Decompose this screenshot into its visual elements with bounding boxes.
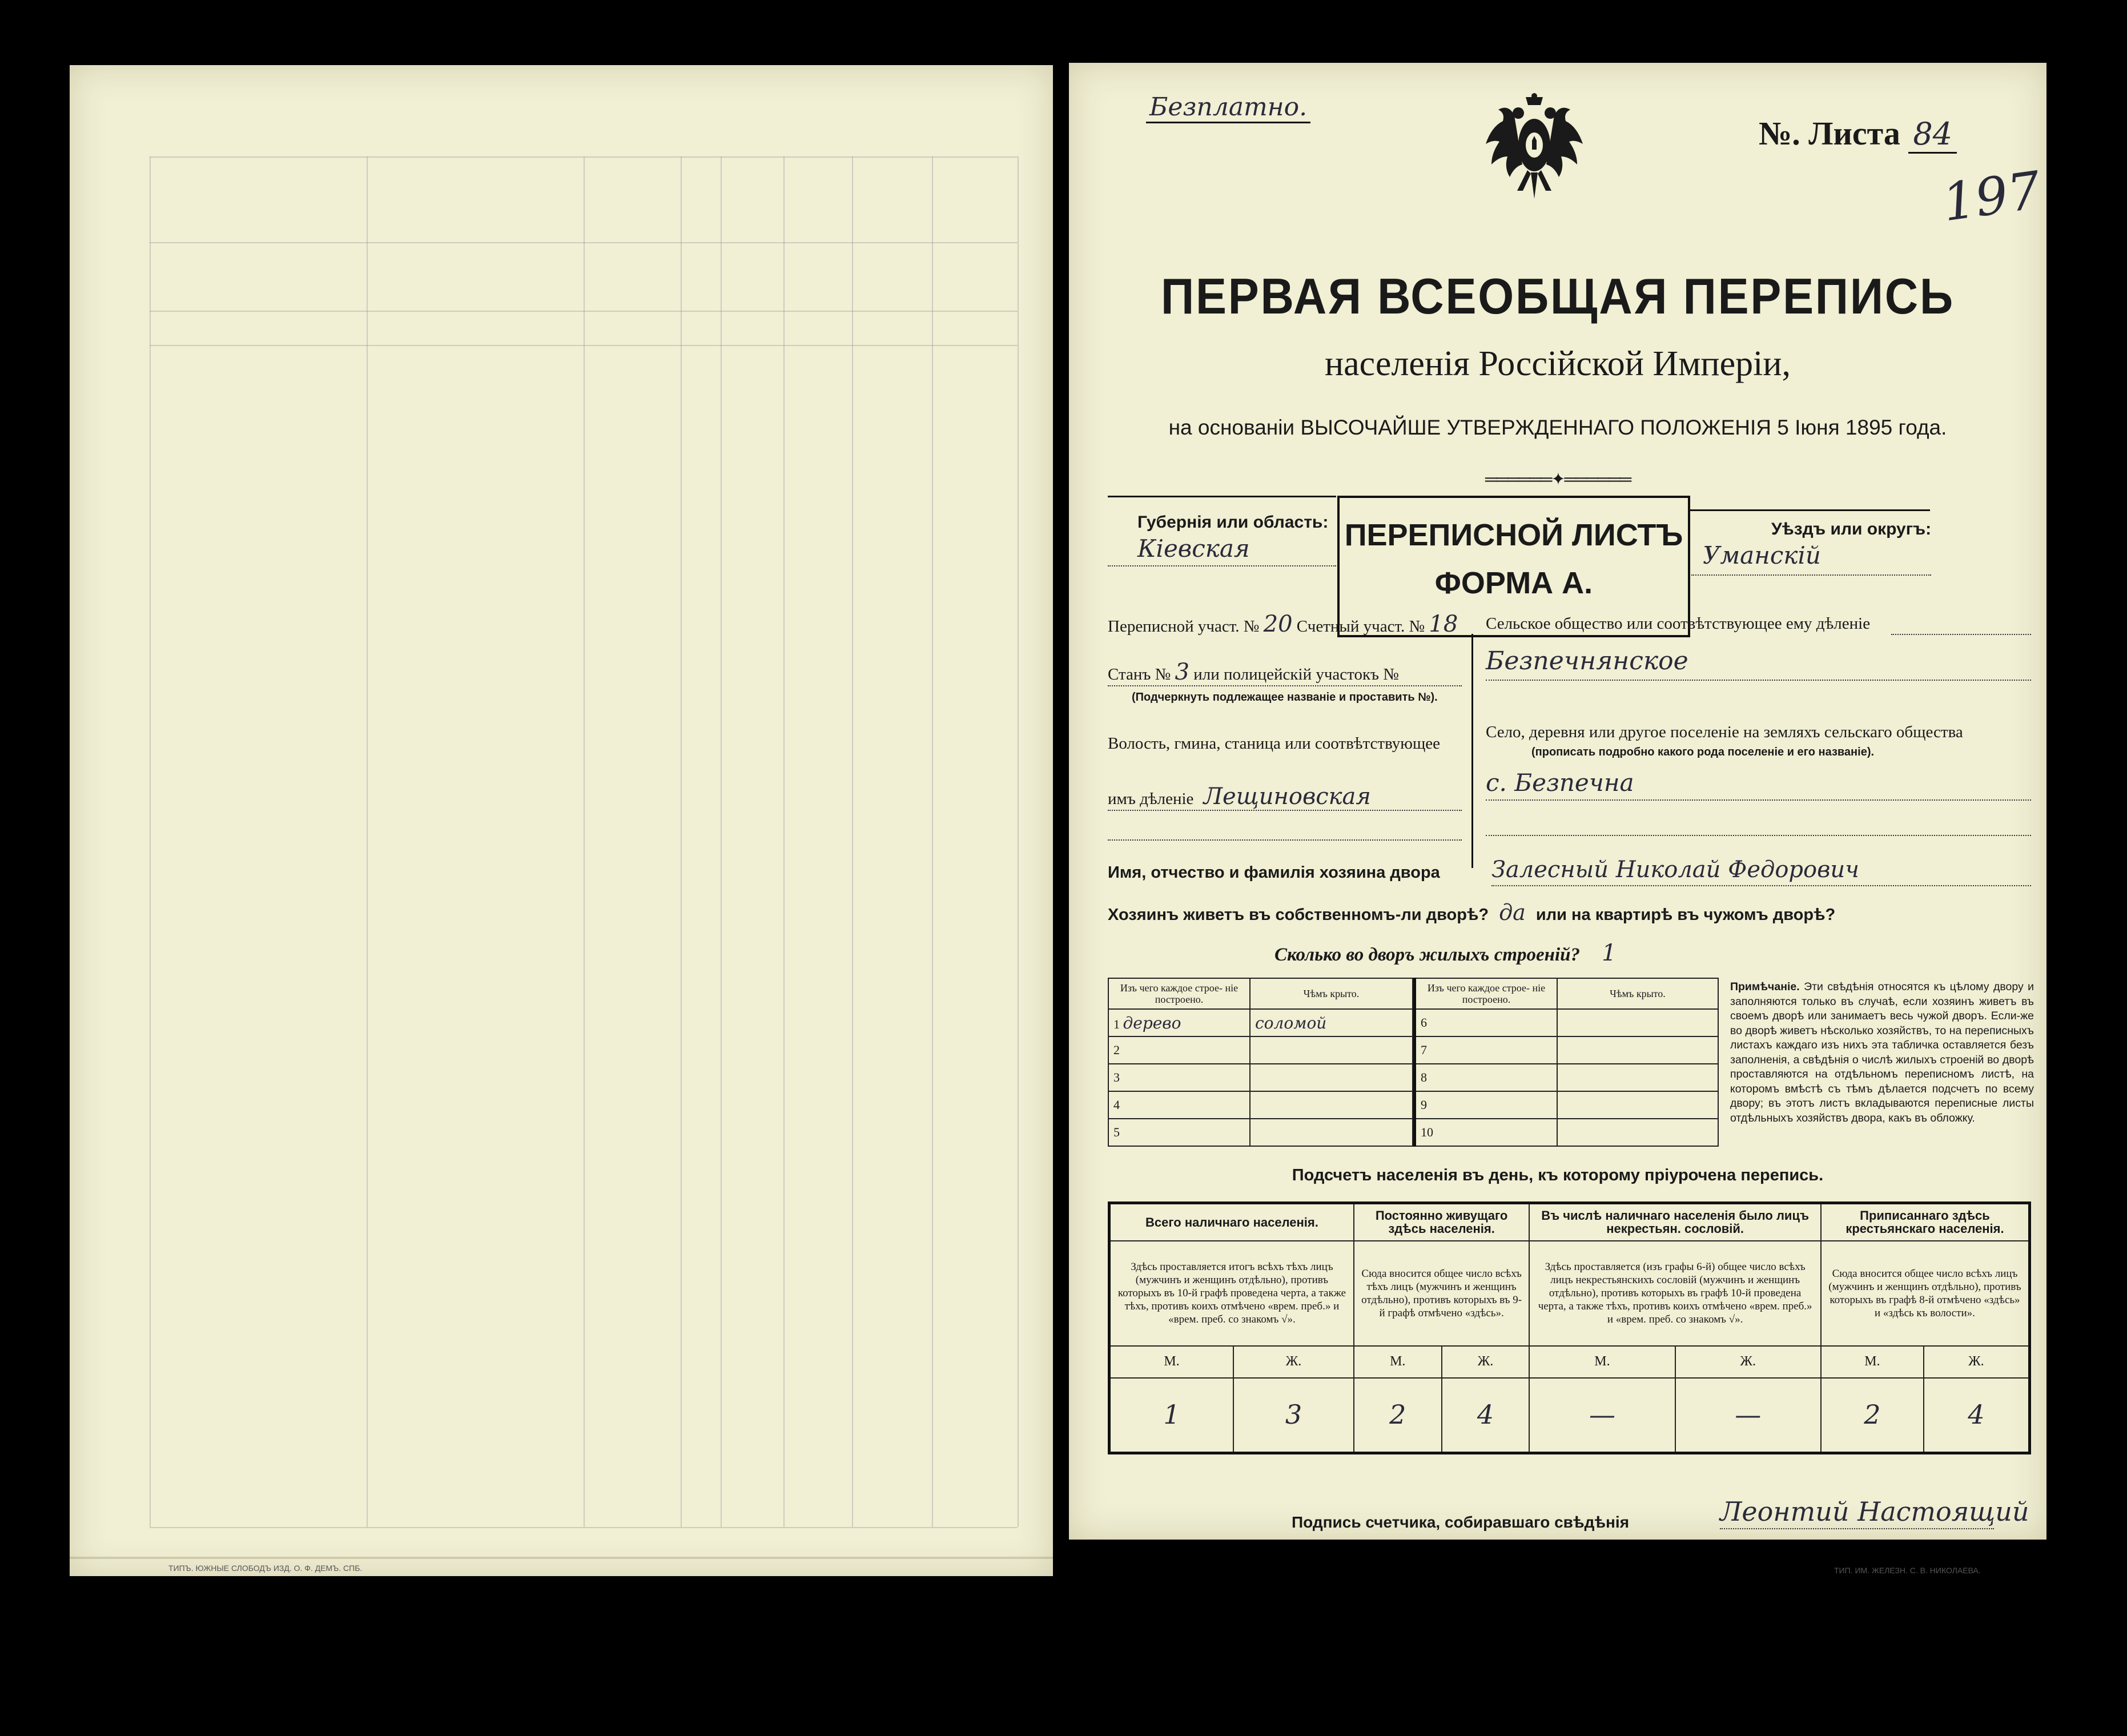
owner-value: Залесный Николай Федорович	[1491, 857, 1860, 883]
table-row: 1 дерево	[1108, 1009, 1250, 1036]
summary-col-nonpeasant-desc: Здѣсь проставляется (изъ графы 6-й) общее число всѣхъ лицъ некрестьянскихъ сословій (мужчинъ и женщинъ отдѣльно), противъ которыхъ въ графѣ 10-й проведена черта, а также тѣхъ, противъ коихъ отмѣчено «врем. преб.» и «врем. преб. со знакомъ √».	[1529, 1241, 1821, 1346]
village-label: Село, деревня или другое поселеніе на земляхъ сельскаго общества	[1486, 723, 1963, 741]
summary-col-nonpeasant-header: Въ числѣ наличнаго населенія было лицъ некрестьян. сословій.	[1529, 1203, 1821, 1241]
col-material-header: Изъ чего каждое строе- ніе построено.	[1108, 978, 1250, 1009]
archive-number: 197	[1939, 160, 2045, 234]
enumerator-signature: Леонтий Настоящий	[1720, 1496, 2029, 1527]
table-row: 6	[1415, 1009, 1558, 1036]
gubernia-value: Кіевская	[1137, 535, 1250, 562]
own-yard-value: да	[1499, 900, 1526, 925]
registered-male-count: 2	[1821, 1378, 1924, 1453]
faded-table-grid	[150, 156, 1018, 1527]
village-society-value: Безпечнянское	[1486, 646, 1688, 676]
summary-col-permanent-desc: Сюда вносится общее число всѣхъ тѣхъ лицъ (мужчинъ и женщинъ отдѣльно), противъ которыхъ въ 9-й графѣ отмѣчено «здѣсь».	[1354, 1241, 1529, 1346]
table-row: 8	[1415, 1064, 1558, 1091]
nonpeasant-female-count: —	[1675, 1378, 1821, 1453]
sheet-number-label: №. Листа	[1759, 115, 1900, 152]
underline-note: (Подчеркнуть подлежащее названіе и проставить №).	[1132, 691, 1438, 704]
summary-col-permanent-header: Постоянно живущаго здѣсь населенія.	[1354, 1203, 1529, 1241]
total-male-count: 1	[1109, 1378, 1234, 1453]
ornament-divider: ══════✦══════	[1485, 470, 1631, 489]
census-district-label: Переписной участ. №	[1108, 617, 1260, 636]
document-title: ПЕРВАЯ ВСЕОБЩАЯ ПЕРЕПИСЬ	[1161, 268, 1955, 324]
buildings-table-2	[1413, 978, 1719, 1147]
summary-col-registered-header: Приписаннаго здѣсь крестьянскаго населенія.	[1821, 1203, 2030, 1241]
free-label: Безплатно.	[1146, 93, 1310, 123]
own-yard-label: Хозяинъ живетъ въ собственномъ-ли дворѣ?	[1108, 906, 1489, 924]
note-text	[1730, 980, 2034, 1126]
signature-label: Подпись счетчика, собиравшаго свѣдѣнія	[1292, 1513, 1630, 1531]
stan-value: 3	[1175, 659, 1189, 685]
male-label: М.	[1821, 1346, 1924, 1378]
page-shadow	[70, 1557, 1053, 1559]
table-row: 10	[1415, 1119, 1558, 1146]
volost-label: Волость, гмина, станица или соотвѣтствующее	[1108, 734, 1441, 753]
uezd-label: Уѣздъ или округъ:	[1771, 520, 1932, 539]
female-label: Ж.	[1442, 1346, 1530, 1378]
buildings-table-1	[1108, 978, 1413, 1147]
summary-col-registered-desc: Сюда вносится общее число всѣхъ лицъ (мужчинъ и женщинъ отдѣльно), противъ которыхъ въ графѣ 8-й отмѣчено «здѣсь» и «здѣсь къ волости».	[1821, 1241, 2030, 1346]
village-society-label: Сельское общество или соотвѣтствующее ему дѣленіе	[1486, 614, 1871, 633]
col-material-header: Изъ чего каждое строе- ніе построено.	[1415, 978, 1558, 1009]
permanent-male-count: 2	[1354, 1378, 1442, 1453]
male-label: М.	[1354, 1346, 1442, 1378]
village-note: (прописать подробно какого рода поселеніе и его названіе).	[1531, 746, 1875, 758]
note-title: Примѣчаніе.	[1730, 980, 1800, 993]
uezd-value: Уманскій	[1703, 541, 1821, 569]
table-row: 2	[1108, 1036, 1250, 1064]
printer-imprint-right: ТИП. ИМ. ЖЕЛЕЗН. С. В. НИКОЛАЕВА.	[1834, 1566, 1981, 1575]
legal-basis: на основаніи ВЫСОЧАЙШЕ УТВЕРЖДЕННАГО ПОЛОЖЕНІЯ 5 Іюня 1895 года.	[1168, 416, 1947, 439]
table-cell: соломой	[1250, 1009, 1413, 1036]
document-subtitle: населенія Россійской Имперіи,	[1324, 344, 1791, 383]
buildings-count-label: Сколько во дворъ жилыхъ строеній?	[1274, 945, 1580, 965]
sheet-number-value: 84	[1908, 116, 1957, 154]
owner-label: Имя, отчество и фамилія хозяина двора	[1108, 863, 1440, 882]
female-label: Ж.	[1675, 1346, 1821, 1378]
male-label: М.	[1109, 1346, 1234, 1378]
form-subtitle: ФОРМА А.	[1434, 566, 1593, 600]
male-label: М.	[1529, 1346, 1675, 1378]
table-row: 5	[1108, 1119, 1250, 1146]
printer-imprint-left: ТИПЪ. ЮЖНЫЕ СЛОБОДЪ ИЗД. О. Ф. ДЕМЪ. СПБ.	[168, 1564, 363, 1573]
table-row: 4	[1108, 1091, 1250, 1119]
table-row: 3	[1108, 1064, 1250, 1091]
volost-label-cont: имъ дѣленіе	[1108, 790, 1194, 808]
total-female-count: 3	[1233, 1378, 1354, 1453]
permanent-female-count: 4	[1442, 1378, 1530, 1453]
female-label: Ж.	[1233, 1346, 1354, 1378]
nonpeasant-male-count: —	[1529, 1378, 1675, 1453]
census-district-value: 20	[1263, 611, 1293, 637]
female-label: Ж.	[1924, 1346, 2030, 1378]
census-form-page	[1069, 63, 2046, 1575]
summary-col-total-desc: Здѣсь проставляется итогъ всѣхъ тѣхъ лицъ (мужчинъ и женщинъ отдѣльно), противъ которыхъ въ 10-й графѣ проведена черта, а также тѣхъ, противъ коихъ отмѣчено «врем. преб.» и «врем. преб. со знакомъ √».	[1109, 1241, 1354, 1346]
table-row: 9	[1415, 1091, 1558, 1119]
gubernia-label: Губернія или область:	[1137, 513, 1329, 532]
double-headed-eagle-icon	[1483, 93, 1586, 201]
col-roof-header: Чѣмъ крыто.	[1250, 978, 1413, 1009]
police-district-label: или полицейскій участокъ №	[1193, 665, 1399, 684]
summary-caption: Подсчетъ населенія въ день, къ которому пріурочена перепись.	[1292, 1166, 1824, 1184]
village-value: с. Безпечна	[1486, 769, 1634, 797]
col-roof-header: Чѣмъ крыто.	[1557, 978, 1718, 1009]
left-page	[70, 65, 1053, 1576]
stan-label: Станъ №	[1108, 665, 1171, 684]
population-summary-table	[1108, 1201, 2031, 1454]
registered-female-count: 4	[1924, 1378, 2030, 1453]
table-row: 7	[1415, 1036, 1558, 1064]
form-title: ПЕРЕПИСНОЙ ЛИСТЪ	[1344, 518, 1683, 552]
apartment-label: или на квартирѣ въ чужомъ дворѣ?	[1535, 906, 1836, 924]
count-district-label: Счетный участ. №	[1296, 617, 1425, 636]
summary-col-total-header: Всего наличнаго населенія.	[1109, 1203, 1354, 1241]
buildings-count-value: 1	[1602, 940, 1617, 966]
volost-value: Лещиновская	[1203, 783, 1371, 810]
note-body: Эти свѣдѣнія относятся къ цѣлому двору и заполняются только въ случаѣ, если хозяинъ живетъ въ своемъ дворѣ или занимаетъ весь чужой дворъ. Если-же во дворѣ живетъ нѣсколько хозяйствъ, то на переписныхъ листахъ каждаго изъ нихъ эта табличка оставляется безъ заполненія, а свѣдѣнія о числѣ жилыхъ строеній во дворѣ проставляются на отдѣльномъ переписномъ листѣ, на которомъ вмѣстѣ съ тѣмъ дѣлается подсчетъ по всему двору; въ этотъ листъ вкладываются переписные листы отдѣльныхъ хозяйствъ двора, какъ въ обложку.	[1730, 980, 2034, 1124]
count-district-value: 18	[1429, 611, 1458, 637]
